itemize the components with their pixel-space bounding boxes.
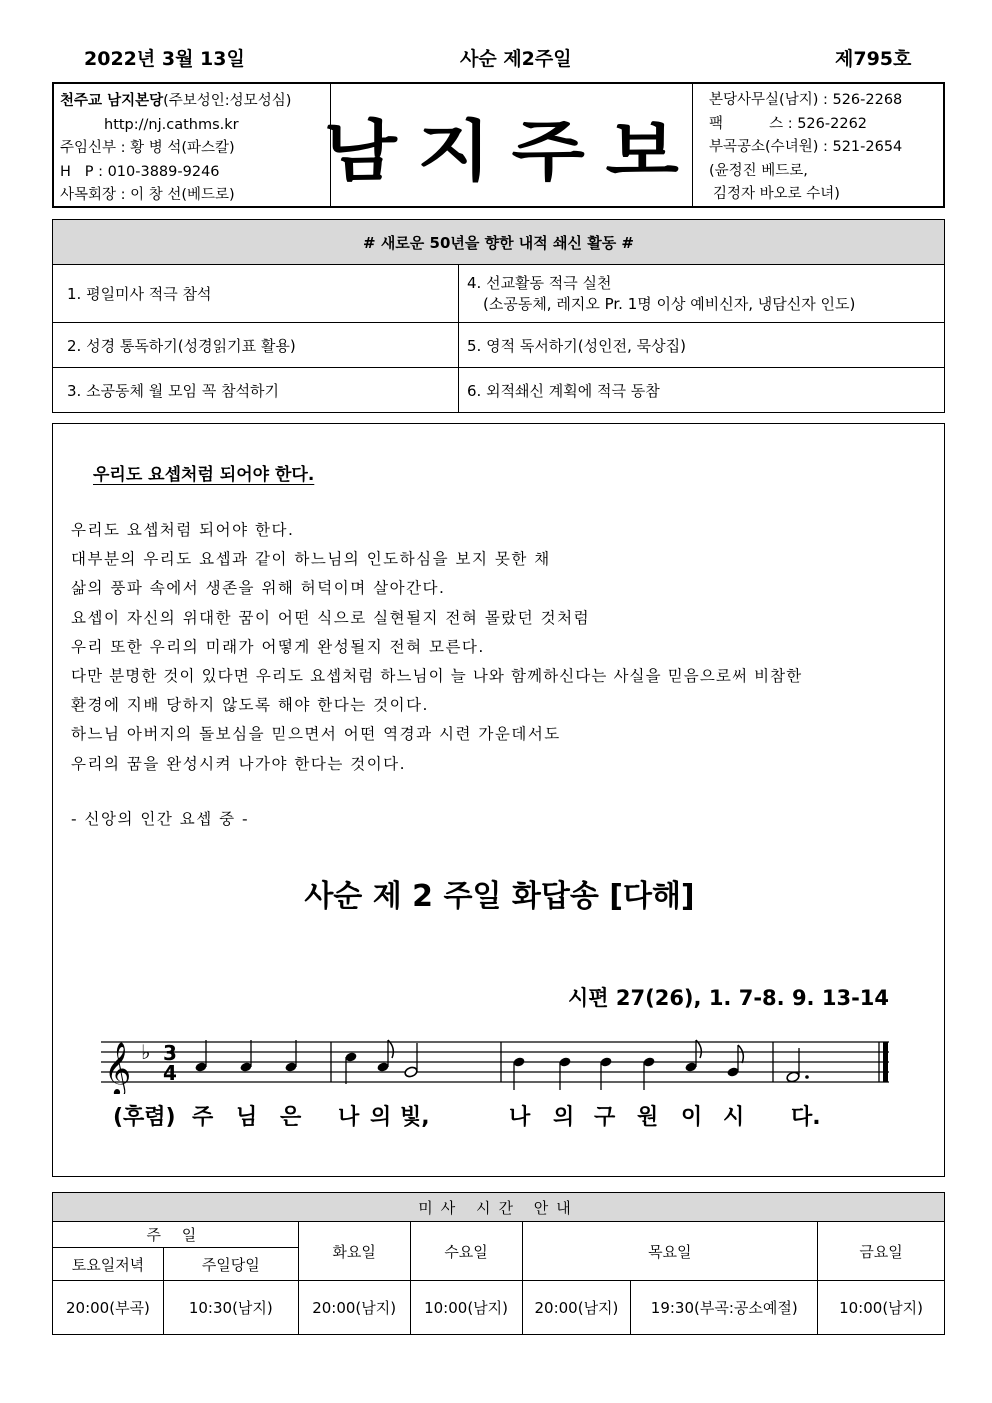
bulletin-date: 2022년 3월 13일 [84,48,245,70]
wednesday-header: 수요일 [410,1222,522,1281]
reflection-line: 삶의 풍파 속에서 생존을 위해 허덕이며 살아간다. [71,579,446,598]
lyric: 의 [553,1105,575,1130]
mass-time: 20:00(남지) [522,1281,631,1335]
renewal-activities-table [52,219,945,413]
issue-number: 제795호 [835,48,912,70]
lyric: 님 [236,1105,258,1130]
reflection-box [52,423,945,1177]
sisters-line-2: 김정자 바오로 수녀) [713,186,840,202]
mass-time: 10:30(남지) [163,1281,298,1335]
friday-header: 금요일 [818,1222,945,1281]
staff-lines [101,1042,889,1082]
pastor-phone: H P : 010-3889-9246 [60,163,220,180]
activities-title: # 새로운 50년을 향한 내적 쇄신 활동 # [53,220,945,265]
lyric: 의 [370,1105,392,1130]
office-phone: 본당사무실(남지) : 526-2268 [709,92,903,108]
psalm-reference: 시편 27(26), 1. 7-8. 9. 13-14 [568,986,890,1010]
liturgical-week: 사순 제2주일 [460,48,572,70]
activity-item: 2. 성경 통독하기(성경읽기표 활용) [53,323,459,368]
reflection-line: 환경에 지배 당하지 않도록 해야 한다는 것이다. [71,696,429,715]
masthead-title-cell [323,84,700,206]
reflection-source: - 신앙의 인간 요셉 중 - [71,810,250,828]
parish-name: 천주교 남지본당 [60,93,164,109]
fax-number: 팩 스 : 526-2262 [709,115,868,132]
mass-times-table [52,1192,945,1335]
time-signature-bottom: 4 [163,1061,177,1085]
thursday-header: 목요일 [522,1222,818,1281]
reflection-line: 우리도 요셉처럼 되어야 한다. [71,521,295,539]
activity-item-title: 4. 선교활동 적극 실천 [467,273,612,292]
tuesday-header: 화요일 [298,1222,410,1281]
contact-info [693,84,945,206]
activity-item: 1. 평일미사 적극 참석 [53,265,459,323]
flat-icon: ♭ [141,1040,151,1064]
activity-item: 3. 소공동체 월 모임 꼭 참석하기 [53,368,459,413]
sisters-line-1: (윤정진 베드로, [709,162,808,179]
lyric: 나 [338,1105,360,1130]
psalm-title: 사순 제 2 주일 화답송 [다해] [304,879,695,914]
reflection-line: 우리의 꿈을 완성시켜 나가야 한다는 것이다. [71,754,407,773]
lyric: 구 [594,1105,616,1130]
mass-time: 20:00(남지) [298,1281,410,1335]
reflection-body [71,516,936,779]
lyric: 원 [637,1105,659,1130]
parish-url[interactable]: http://nj.cathms.kr [104,116,239,133]
mission-phone: 부곡공소(수녀원) : 521-2654 [709,139,903,155]
mass-time: 10:00(남지) [410,1281,522,1335]
activity-item-detail: (소공동체, 레지오 Pr. 1명 이상 예비신자, 냉담신자 인도) [483,294,856,313]
masthead-title: 남지주보 [323,111,700,190]
reflection-line: 다만 분명한 것이 있다면 우리도 요셉처럼 하느님이 늘 나와 함께하신다는 사실을 믿음으로써 비참한 [71,667,803,686]
reflection-line: 요셉이 자신의 위대한 꿈이 어떤 식으로 실현될지 전혀 몰랐던 것처럼 [71,608,591,627]
mass-time: 19:30(부곡:공소예절) [631,1281,818,1335]
lyric: 나 [509,1105,531,1130]
saturday-evening-header: 토요일저녁 [53,1248,164,1281]
lyric: 빛, [400,1105,430,1130]
time-signature-top: 3 [163,1041,177,1065]
psalm-score [101,1028,891,1094]
mass-time: 10:00(남지) [818,1281,945,1335]
reflection-line: 우리 또한 우리의 미래가 어떻게 완성될지 전혀 모른다. [71,637,485,656]
reflection-line: 대부분의 우리도 요셉과 같이 하느님의 인도하심을 보지 못한 채 [71,550,551,569]
treble-clef-icon: 𝄞 [104,1041,132,1094]
council-president: 사목회장 : 이 창 선(베드로) [60,187,235,203]
sunday-day-header: 주일당일 [163,1248,298,1281]
sunday-header: 주 일 [53,1222,299,1248]
reflection-line: 하느님 아버지의 돌보심을 믿으면서 어떤 역경과 시련 가운데서도 [71,725,561,744]
parish-patron: (주보성인:성모성심) [163,93,292,109]
masthead [52,82,945,208]
parish-info [54,84,331,206]
note [786,1071,800,1083]
reflection-title: 우리도 요셉처럼 되어야 한다. [93,465,315,485]
mass-times-title: 미사 시간 안내 [53,1193,945,1222]
mass-time: 20:00(부곡) [53,1281,164,1335]
note [404,1066,418,1078]
lyric: 주 [192,1105,214,1130]
activity-item: 5. 영적 독서하기(성인전, 묵상집) [459,323,945,368]
lyric: 은 [280,1105,302,1130]
lyric: 다. [791,1105,821,1130]
pastor: 주임신부 : 황 병 석(파스칼) [60,140,235,156]
activity-item [459,265,945,323]
activity-item: 6. 외적쇄신 계획에 적극 동참 [459,368,945,413]
lyric: 이 [681,1105,703,1130]
lyric: (후렴) [113,1105,176,1130]
lyric: 시 [723,1105,745,1130]
